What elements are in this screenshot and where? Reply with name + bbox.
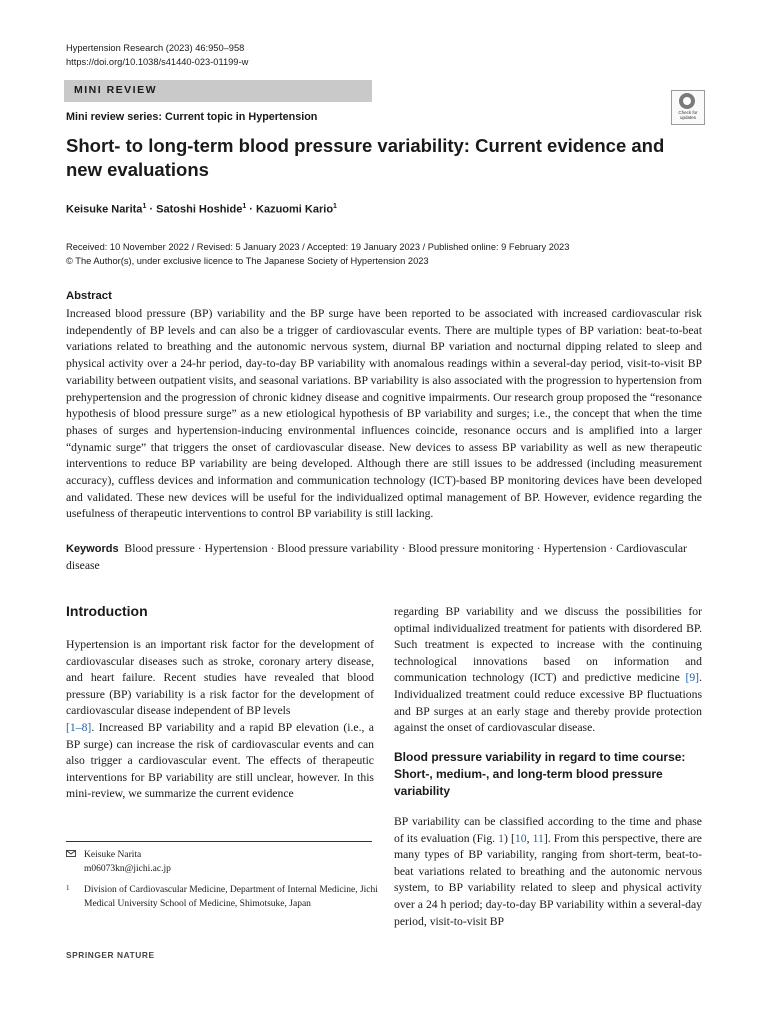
introduction-paragraph-continued [394, 604, 702, 737]
section-heading: Blood pressure variability in regard to time course: Short-, medium-, and long-term blood pressure variability [394, 750, 686, 798]
citation-link[interactable]: [1–8] [66, 720, 92, 734]
author-affiliation-mark: 1 [142, 203, 147, 210]
citation-link[interactable]: 11 [532, 831, 544, 845]
section-text-part: ) [ [504, 831, 515, 845]
keywords-list: Blood pressure · Hypertension · Blood pressure variability · Blood pressure monitoring · Hypertension · Cardiovascular disease [66, 542, 687, 572]
author-separator: · [149, 203, 154, 216]
intro-text-part: regarding BP variability and we discuss the possibilities for optimal individualized treatment for patients with disordered BP. Such treatment is expected to increase with the continuing technological innovations based on information and communication technology (ICT) and predictive medicine [394, 605, 702, 685]
affiliation-number: 1 [66, 884, 70, 892]
citation-link[interactable]: 10 [514, 831, 527, 845]
author-list [66, 203, 337, 216]
envelope-icon [66, 850, 76, 857]
intro-text-part: . Individualized treatment could reduce excessive BP fluctuations and BP surges at an early stage and thereby provide protection against the onset of cardiovascular disease. [394, 671, 702, 735]
publication-history [66, 240, 569, 268]
correspondence-name: Keisuke Narita [84, 850, 142, 860]
keywords [66, 541, 702, 574]
author-name[interactable]: Keisuke Narita [66, 203, 143, 216]
section-text-part: ]. From this perspective, there are many types of BP variability, ranging from short-term, beat-to-beat variations related to breathing and the autonomic nervous system, to BP variability related to sleep and physical activity over a 24 h period; day-to-day BP variability within a several-day period, visit-to-visit BP [394, 831, 702, 928]
check-for-updates-badge[interactable] [671, 90, 705, 125]
article-type-label: MINI REVIEW [74, 84, 158, 96]
article-title: Short- to long-term blood pressure variability: Current evidence and new evaluations [66, 135, 665, 180]
section-text-part: BP variability can be classified according to the time and phase of its evaluation (Fig. [394, 815, 702, 845]
journal-header [66, 41, 248, 69]
copyright-line: © The Author(s), under exclusive licence to The Japanese Society of Hypertension 2023 [66, 256, 429, 266]
section-paragraph [394, 814, 702, 930]
author-affiliation-mark: 1 [242, 203, 247, 210]
author-affiliation-mark: 1 [333, 203, 337, 210]
affiliation-text: Division of Cardiovascular Medicine, Department of Internal Medicine, Jichi Medical University School of Medicine, Shimotsuke, Japan [84, 885, 378, 909]
author-name[interactable]: Satoshi Hoshide [156, 203, 243, 216]
article-type-banner [64, 80, 372, 102]
correspondence-email[interactable]: m06073kn@jichi.ac.jp [84, 864, 171, 874]
footnote-divider [66, 841, 372, 842]
intro-text-part: . Increased BP variability and a rapid BP elevation (i.e., a BP surge) can increase the risk of cardiovascular events and can also trigger a cardiovascular event. The effects of therapeutic interventions for BP variability are still unclear, however. In this mini-review, we summarize the current evidence [66, 720, 374, 801]
check-updates-label: Check for updates [678, 110, 698, 120]
journal-citation: Hypertension Research (2023) 46:950–958 [66, 43, 245, 53]
abstract-text: Increased blood pressure (BP) variability and the BP surge have been reported to be associated with increased cardiovascular risk independently of BP levels and can also be a trigger of cardiovascular events. There are multiple types of BP variation: beat-to-beat variations related to breathing and the autonomic nervous system, diurnal BP variation and nocturnal dipping related to sleep and physical activity over a 24-hr period, day-to-day BP variability with anomalous readings within a several-day period, visit-to-visit BP variability between outpatient visits, and seasonal variations. BP variability is also associated with the progression to hypertension from prehypertension and the progression of chronic kidney disease and cognitive impairments. Our research group proposed the “resonance hypothesis of blood pressure surge” as a new etiological hypothesis of BP variability and surges; i.e., the concept that when the time phases of surges and hypertension-inducing environmental influences coincide, resonance occurs and is amplified into a larger “dynamic surge” that triggers the onset of cardiovascular disease. New devices to assess BP variability as well as new therapeutic interventions to reduce BP variability are being developed. Although there are still issues to be addressed (including measurement accuracy), cuffless devices and information and communication technology (ICT)-based BP monitoring devices have been developed and validated. These new devices will be useful for the individualized optimal management of BP. However, evidence regarding the usefulness of therapeutic interventions to control BP variability is still lacking. [66, 307, 702, 521]
author-separator: · [249, 203, 253, 216]
keywords-label: Keywords [66, 543, 119, 555]
publication-dates: Received: 10 November 2022 / Revised: 5 January 2023 / Accepted: 19 January 2023 / Published online: 9 February 2023 [66, 242, 570, 252]
doi-link[interactable]: https://doi.org/10.1038/s41440-023-01199-w [66, 57, 249, 67]
author-name[interactable]: Kazuomi Kario [256, 203, 334, 216]
abstract-heading: Abstract [66, 290, 112, 302]
introduction-heading: Introduction [66, 603, 148, 619]
publisher-logo: SPRINGER NATURE [66, 950, 155, 960]
figure-link[interactable]: 1 [498, 831, 505, 845]
series-label: Mini review series: Current topic in Hypertension [66, 111, 318, 123]
check-updates-icon [679, 93, 695, 109]
citation-link[interactable]: [9] [685, 671, 700, 685]
section-text-part: , [526, 831, 530, 845]
introduction-paragraph [66, 637, 374, 803]
intro-text-part: Hypertension is an important risk factor for the development of cardiovascular diseases such as stroke, coronary artery disease, and heart failure. Recent studies have revealed that blood pressure (BP) variability is a risk factor for the development of cardiovascular disease independent of BP levels [66, 638, 374, 718]
